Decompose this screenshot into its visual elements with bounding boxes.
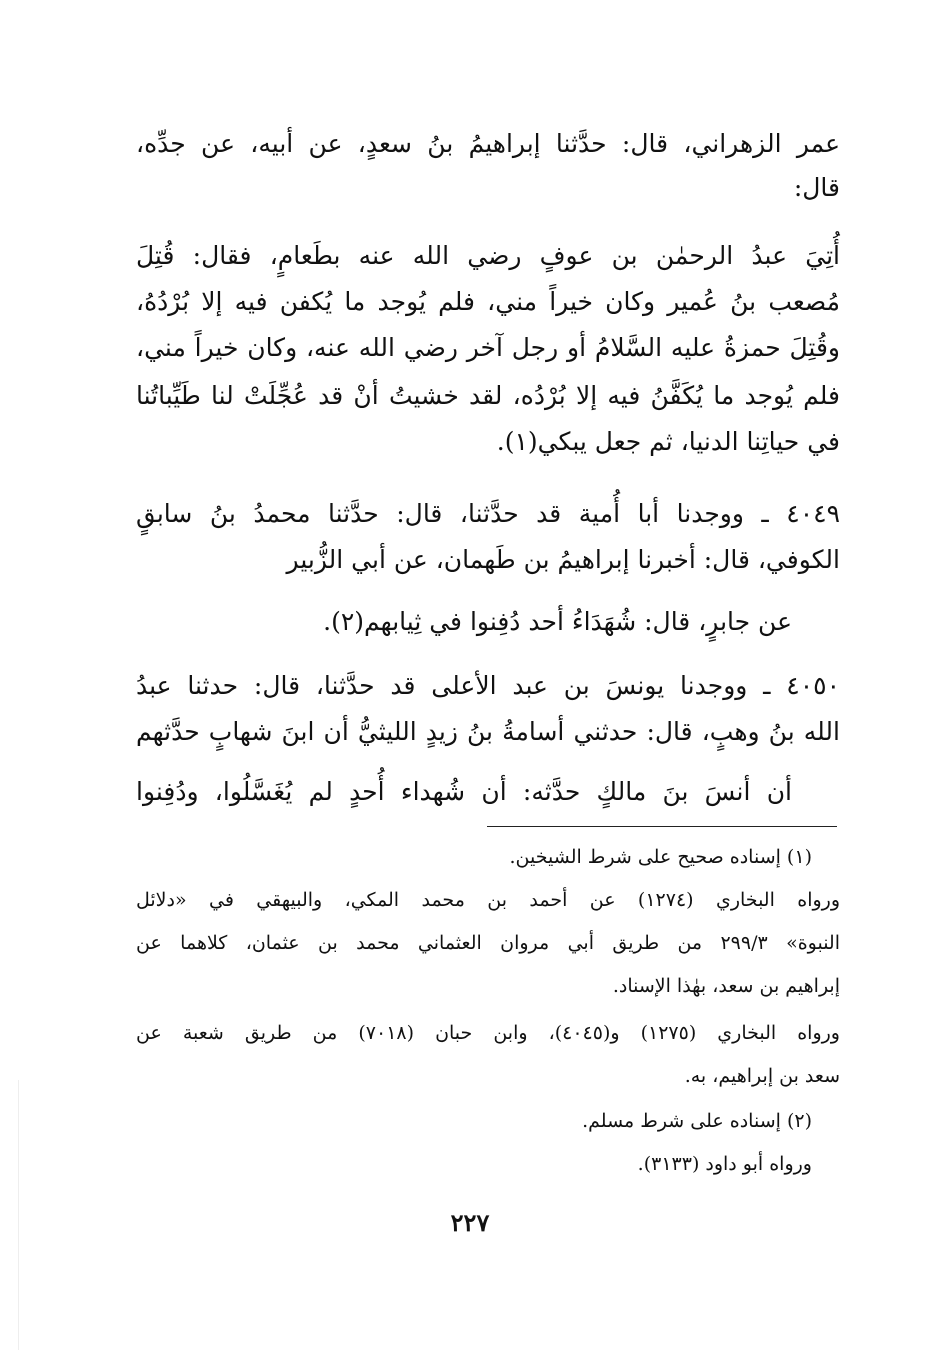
footnote-1-line-2: ورواه البخاري (١٢٧٤) عن أحمد بن محمد المكي، والبيهقي في «دلائل <box>136 889 841 911</box>
footnote-1-line-3: النبوة» ٢٩٩/٣ من طريق أبي مروان العثماني محمد بن عثمان، كلاهما عن <box>136 932 841 954</box>
page-number: ٢٢٧ <box>450 1208 490 1237</box>
main-text-line-2: قال: <box>793 173 840 202</box>
hadith-4050-line-2: الله بنُ وهبٍ، قال: حدثني أسامةُ بنُ زيدٍ الليثيُّ أن ابنَ شهابٍ حدَّثهم <box>136 717 840 746</box>
footnote-1-line-1: (١) إسناده صحيح على شرط الشيخين. <box>509 846 812 868</box>
footnote-2-line-1: (٢) إسناده على شرط مسلم. <box>582 1110 812 1132</box>
main-text-line-6: فلم يُوجد ما يُكَفَّنُ فيه إلا بُرْدُه، لقد خشيتُ أنْ قد عُجِّلَتْ لنا طَيِّباتُنا <box>136 381 840 410</box>
main-text-line-7: في حياتِنا الدنيا، ثم جعل يبكي(١). <box>496 427 840 456</box>
main-text-line-4: مُصعب بنُ عُمير وكان خيراً مني، فلم يُوجد ما يُكفن فيه إلا بُرْدُهُ، <box>136 287 840 316</box>
hadith-4050-line-1: ٤٠٥٠ ـ ووجدنا يونسَ بن عبد الأعلى قد حدَّثنا، قال: حدثنا عبدُ <box>136 671 840 700</box>
main-text-line-3: أُتِيَ عبدُ الرحمٰن بن عوفٍ رضي الله عنه بطَعامٍ، فقال: قُتِلَ <box>136 241 840 270</box>
hadith-4049-line-2: الكوفي، قال: أخبرنا إبراهيمُ بن طَهمان، عن أبي الزُّبير <box>286 545 840 574</box>
scan-margin-line <box>18 1080 19 1350</box>
footnote-2-line-2: ورواه أبو داود (٣١٣٣). <box>637 1153 812 1175</box>
footnote-1-line-5: ورواه البخاري (١٢٧٥) و(٤٠٤٥)، وابن حبان (٧٠١٨) من طريق شعبة عن <box>136 1022 840 1044</box>
footnote-separator <box>487 826 837 827</box>
main-text-line-5: وقُتِلَ حمزةُ عليه السَّلامُ أو رجل آخر رضي الله عنه، وكان خيراً مني، <box>136 333 840 362</box>
footnote-1-line-6: سعد بن إبراهيم، به. <box>684 1065 840 1087</box>
main-text-line-1: عمر الزهراني، قال: حدَّثنا إبراهيمُ بنُ سعدٍ، عن أبيه، عن جدِّه، <box>136 129 840 158</box>
hadith-4050-line-3: أن أنسَ بنَ مالكٍ حدَّثه: أن شُهداء أُحدٍ لم يُغَسَّلُوا، ودُفِنوا <box>136 777 792 806</box>
footnote-1-line-4: إبراهيم بن سعد، بهٰذا الإسناد. <box>612 975 840 997</box>
hadith-4049-line-1: ٤٠٤٩ ـ ووجدنا أبا أُمية قد حدَّثنا، قال: حدَّثنا محمدُ بنُ سابقٍ <box>136 499 840 528</box>
hadith-4049-line-3: عن جابرٍ، قال: شُهَدَاءُ أحد دُفِنوا في ثِيابهم(٢). <box>323 607 792 636</box>
